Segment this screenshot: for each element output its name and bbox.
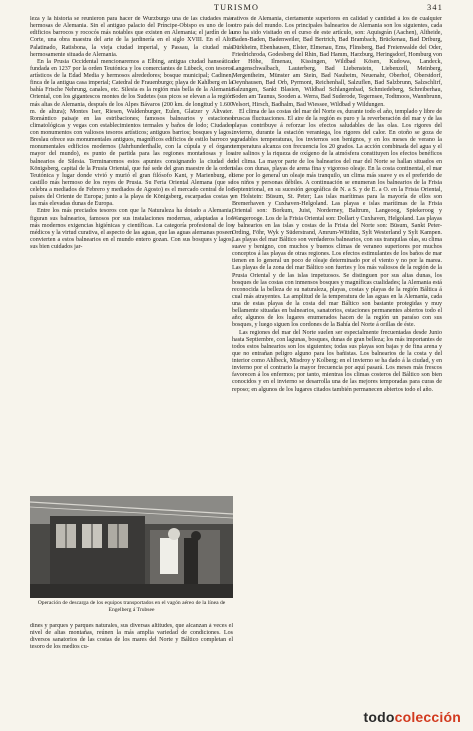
paragraph: leza y la historia se reunieron para hacer de Wurzburgo una de las ciudades más hermosas de Alemania. Sin el antiguo palacio del Príncipe-Obispo es uno de los edificios barrocos y rococós más notables que existen en Alemania; el jardín de la Corte, una obra maestra del arte de la jardinería en el siglo XVIII. En el Alto Palatinado, Ratisbona, la vieja ciudad imperial, y Passau, la ciudad más hermosamente situada de Alemania.	[30, 16, 233, 58]
left-column-top	[30, 16, 233, 498]
page-number: 341	[427, 3, 443, 12]
running-header	[30, 3, 443, 15]
running-title: TURISMO	[213, 3, 260, 12]
paragraph: En la Prusia Occidental mencionaremos a Elbing, antigua ciudad hanseática fundada en 1237 por la orden Teutónica y los comerciantes de Lübeck, con tesoros artísticos de la Edad Media y hermosos alrededores; bosque municipal; Cadinen, finca de la antigua casa imperial; Catedral de Frauenburgo; playa de Kahlberg en la bahía Frische Nehrung, canales, etc. Silesia es la región más bella de la Alemania Oriental, con los gigantescos montes de los Sudetes (sus picos se elevan a la región más altas de Alemania, después de los Alpes Bávaros (200 km. de longitud y 1.600 m. de altura); Montes Iser, Riesen, Waldenburger, Eulen, Glatzer y Altvater. Romántico paisaje en las estribaciones; famosos balnearios y estaciones climatológicas y vegas con establecimientos termales y baños de lodo; Ciudades con monumentos con valiosos tesoros artísticos; antiguos barrios; bosques y lagos. Breslau ofrece sus monumentales antiguos, magníficos edificios de estilo barroco y monumentales edificios modernos (Jahrhunderthalle, con la cúpula y el órgano mayor del mundo), es punto de partida para las regiones montañosas y los balnearios de Silesia. Terminaremos estos apuntes consignando la ciudad de Königsberg, capital de la Prusia Oriental, que fué sede del gran maestre de la orden Teutónica y lugar donde vivió y murió el gran filósofo Kant, y Marienburg, el castillo más hermoso de los reyes de Prusia. Su Feria Oriental Alemana (que se celebra a mediados de Febrero y mediados de Agosto) es el mercado central de los países del Oriente de Europa; junto a la playa de Königsberg, escarpadas costas y las más elevadas dunas de Europa.	[30, 58, 233, 208]
cable-car-photo	[30, 496, 233, 598]
right-column	[232, 16, 442, 698]
paragraph: dines y parques y parques naturales, sus diversas altitudes, que alcanzan á veces el nivel de altas montañas, reúnen la más amplia variedad de condiciones. Los diversos sanatorios de las costas de los mares del Norte y Báltico completan el tesoro de los medios cu-	[30, 623, 233, 651]
cable-car-illustration	[30, 496, 233, 598]
paragraph: Entre los más preciados tesoros con que la Naturaleza ha dotado a Alemania, figuran sus balnearios, famosos por sus instalaciones modernas, adaptadas a los más modernos exigencias higiénicas y científicas. La categoría profesional de los médicos y la virtud curativa, el aspecto de las aguas, que las aguas alemanas poseen convierten a estos balnearios en el mundo entero gozan. Con sus bosques y lagos, sus bien cuidados jar-	[30, 208, 233, 250]
photo-caption: Operación de descarga de los equipos transportados en el vagón aéreo de la línea de Engelberg á Trubsee	[37, 600, 226, 613]
paragraph: rativos de Alemania, ciertamente superiores en calidad y cantidad á los de cualquier otro país del mundo. Los principales balnearios de Alemania son los siguientes, cada uno ha sido visitado en el curso de este artículo, son: Aquisgrán (Aachen), Altheide, Baden-Baden, Badenweiler, Bad Bertrich, Bad Brambach, Brückenau, Bad Driburg, Dürkheim, Ebenhausen, Elster, Elmenau, Ems, Flinsberg, Bad Freienwalde del Oder, Friedrichroda, Godesberg del Rhin, Bad Hamm, Harzburg, Heringsdorf, Homburg von der Höhe, Ilmenau, Kissingen, Wildbad Kösen, Kudowa, Landeck, Langenschwalbach, Lauterberg, Bad Liebenstein, Liebenzell, Meinberg, Mergentheim, Münster am Stein, Bad Nauheim, Neuenahr, Oberhof, Oberstdorf, Oeynhausen, Bad Orb, Pyrmont, Reichenhall, Salzuflen, Bad Salzbrunn, Salzschlirf, Salzungen, Sankt Blasien, Wildbad Schlangenbad, Schmiedeberg, Schreiberhau, Soden am Taunus, Sooden a. Werra, Bad Suderode, Tegernsee, Todtmoos, Wannbrunn, Velsort, Hirsch, Badhalm, Bad Wiessee, Wildbad y Wildungen.	[232, 16, 442, 108]
watermark-logo: todocolección	[363, 709, 461, 725]
paragraph: El clima de las costas del mar del Norte es, durante todo el año, templado y libre de bruscas fluctuaciones. El aire de la región es puro y la reverberación del mar y de las playas contribuye á reforzar los efectos saludables de las olas. Los rigores del invierno, durante la estación veraniega, los rigores del calor. En otoño se goza de agradables temperaturas, los inviernos son benignos, y en los meses de verano la temperatura alcanza con frecuencia los 20 grados. La acción combinada del agua y el aire salinos y la riqueza de oxígeno de la atmósfera constituyen los efectos benéficos del clima. La mayor parte de los balnearios del mar del Norte se hallan situados en islas con dunas, playas de arena fina y vigoroso oleaje. En la costa continental, el mar tiene por lo general un oleaje más tranquilo, un clima más suave y es el preferido de los niños y personas débiles. A continuación se enumeran los balnearios de la Frisia Septentrional, en su sucesión geográfica de N. a S. y de E. a O. en la Frisia Oriental, en Holstein: Büsum, St. Peter; Las islas marítimas para la mayoría de ellos son Bremerhaven y Cuxhaven-Helgoland. Las playas e islas marítimas de la Frisia Oriental son: Borkum, Juist, Norderney, Baltrum, Langeoog, Spiekeroog y Wangerooge. Los de la Frisia Oriental son: Dollart y Cuxhaven, Helgoland. Las playas y balnearios en las islas y costas de la Frisia del Norte son: Büsum, Sankt Peter-Ording, Föhr, Wyk y Süderstrand, Amrum-Wittdün, Sylt Westerland y Sylt Kampen. Las playas del mar Báltico son verdaderos balnearios, con sus tranquilas olas, su clima suave y benigno, con muchos y buenos climas de veraneo superiores por muchos conceptos á las playas de otras regiones. Los efectos estimulantes de los baños de mar tienen en lo general un poco de oleaje determinado por el viento y no por la marea. Las playas de la zona del mar Báltico son fuertes y los más valiosos de la región de la Prusia Oriental y de las islas impetuosos. Se distinguen por sus altas dunas, los bosques de las costas con inmensos bosques y magníficas cualidades; la Alemania está reconocida la belleza de su naturaleza, playas, costas y playas de la región Báltica á cual más atrayentes. La amplitud de la temperatura de las aguas en la Alemania, cada una de estas playas de la costa del mar Báltico son bastante protegidas y muy bellamente situadas en balnearios, sanatorios, estaciones permanentes abiertos todo el año; algunos de los lugares enumerados hacen de la región un paraíso con sus bosques, y luego siguen los cordones de la Bahía del Norte á orillas de éste.	[232, 108, 442, 329]
left-column-bottom	[30, 623, 233, 695]
paragraph: Las regiones del mar del Norte suelen ser especialmente frecuentadas desde Junio hasta Septiembre, con lagunas, bosques, dunas de gran belleza; los más importantes de todos estos balnearios son los siguientes; todas sus playas son bajas y de fina arena y que no entrañan peligro alguno para los bañistas. Los balnearios de la costa y del interior como Ahlbeck, Misdroy y Kolberg; en el invierno se ha dado á la ciudad, y en invierno por el contrario la mayor frecuencia por aquí pasará. Los meses más frescos favorecen á los enfermos; por tanto, mientras los climas costeros del Báltico son bien conocidos y en el invierno se desarrolla una de las mejores temporadas para curas de reposo; en algunos de los lugares citados también permanecen abiertos todo el año.	[232, 329, 442, 393]
watermark	[363, 709, 461, 725]
